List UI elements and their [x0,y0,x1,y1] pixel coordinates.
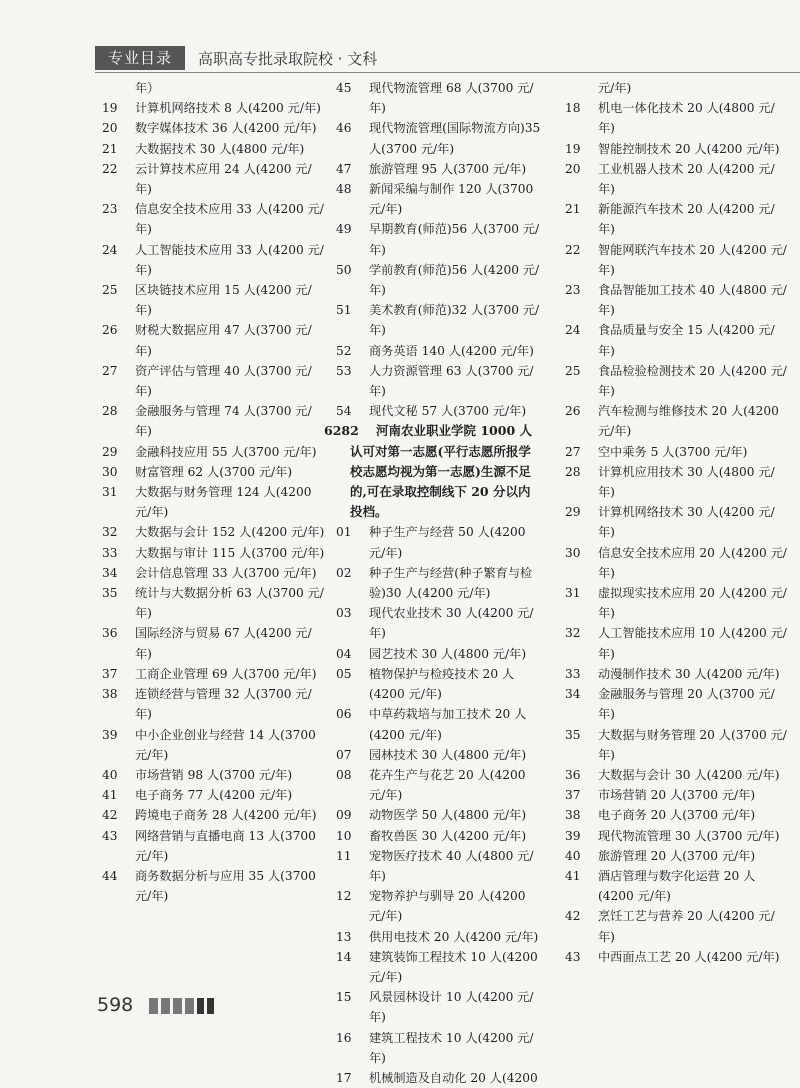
list-item [565,361,790,401]
major-text: 园艺技术 30 人(4800 元/年) [369,646,527,661]
item-number: 07 [336,747,352,762]
item-number: 25 [565,363,581,378]
item-number: 02 [336,565,352,580]
list-item [102,98,327,118]
major-text: 电子商务 20 人(3700 元/年) [598,808,756,823]
major-text: 信息安全技术应用 33 人(4200 元/年) [135,202,324,237]
list-item [336,300,541,340]
list-item [565,623,790,663]
admission-note: 认可对第一志愿(平行志愿所报学校志愿均视为第一志愿)生源不足的,可在录取控制线下 20 分以内投档。 [350,443,531,520]
item-number: 32 [565,626,581,641]
major-text: 年） [135,81,160,95]
item-number: 22 [565,242,581,257]
major-text: 畜牧兽医 30 人(4200 元/年) [369,828,527,843]
item-number: 25 [102,283,118,298]
major-text: 人工智能技术应用 10 人(4200 元/年) [598,626,787,661]
list-item [565,906,790,946]
list-item [102,361,327,401]
list-item [565,320,790,360]
major-text: 财富管理 62 人(3700 元/年) [135,464,293,479]
item-number: 28 [565,464,581,479]
major-text: 人力资源管理 63 人(3700 元/年) [369,363,534,399]
major-text: 跨境电子商务 28 人(4200 元/年) [135,808,317,823]
item-number: 08 [336,767,352,782]
major-text: 金融科技应用 55 人(3700 元/年) [135,444,317,459]
list-item [565,401,790,441]
major-text: 中小企业创业与经营 14 人(3700 元/年) [135,727,316,762]
item-number: 34 [102,565,118,580]
item-number: 21 [565,202,581,217]
page-title: 高职高专批录取院校 · 文科 [198,50,378,68]
item-number: 50 [336,262,352,277]
list-item [565,502,790,542]
major-text: 汽车检测与维修技术 20 人(4200 元/年) [598,404,779,439]
major-text: 云计算技术应用 24 人(4200 元/年) [135,161,312,197]
major-text: 大数据与会计 30 人(4200 元/年) [598,767,780,782]
list-item [336,644,541,664]
column-3 [565,78,790,967]
list-item [336,78,541,118]
item-number: 54 [336,404,352,419]
item-number: 22 [102,161,118,176]
item-number: 30 [102,464,118,479]
major-text: 工商企业管理 69 人(3700 元/年) [135,666,317,681]
list-item [102,785,327,805]
major-text: 智能控制技术 20 人(4200 元/年) [598,141,780,156]
section-tag: 专业目录 [95,46,185,70]
column-1 [102,78,327,906]
major-text: 计算机应用技术 30 人(4800 元/年) [598,464,775,500]
item-number: 01 [336,525,352,540]
item-number: 42 [565,909,581,924]
item-number: 35 [102,586,118,601]
item-number: 33 [565,666,581,681]
major-text: 酒店管理与数字化运营 20 人(4200 元/年) [598,868,756,904]
item-number: 47 [336,161,352,176]
item-number: 09 [336,808,352,823]
major-text: 金融服务与管理 20 人(3700 元/年) [598,687,775,722]
item-number: 23 [102,202,118,217]
major-text: 食品智能加工技术 40 人(4800 元/年) [598,283,787,318]
list-item [102,139,327,159]
item-number: 14 [336,949,352,964]
list-item [336,118,541,158]
item-number: 38 [102,687,118,702]
list-item [336,179,541,219]
list-item [565,866,790,906]
major-text: 中西面点工艺 20 人(4200 元/年) [598,949,780,964]
item-number: 39 [102,727,118,742]
item-number: 37 [565,788,581,803]
major-text: 智能网联汽车技术 20 人(4200 元/年) [598,242,787,277]
item-number: 28 [102,404,118,419]
list-item [336,522,541,562]
header-rule [95,72,800,73]
item-number: 11 [336,848,352,863]
item-number: 13 [336,929,352,944]
major-text: 信息安全技术应用 20 人(4200 元/年) [598,545,787,580]
major-text: 国际经济与贸易 67 人(4200 元/年) [135,626,312,661]
item-number: 23 [565,283,581,298]
major-text: 花卉生产与花艺 20 人(4200 元/年) [369,767,526,803]
major-text: 园林技术 30 人(4800 元/年) [369,747,527,762]
column-2 [324,78,541,1088]
list-item [336,765,541,805]
list-item [102,826,327,866]
major-text: 区块链技术应用 15 人(4200 元/年) [135,283,312,318]
major-text: 大数据技术 30 人(4800 元/年) [135,141,305,156]
list-item [565,98,790,138]
item-number: 35 [565,727,581,742]
major-text: 现代物流管理 68 人(3700 元/年) [369,81,534,116]
major-text: 中草药栽培与加工技术 20 人(4200 元/年) [369,707,527,742]
list-item [565,947,790,967]
major-text: 新闻采编与制作 120 人(3700 元/年) [369,182,534,217]
item-number: 26 [565,404,581,419]
major-text: 机械制造及自动化 20 人(4200 [369,1070,538,1085]
item-number: 32 [102,525,118,540]
major-text: 大数据与会计 152 人(4200 元/年) [135,525,325,540]
list-item [102,522,327,542]
footer-bar-decoration [197,998,204,1014]
list-item [102,118,327,138]
major-text: 动漫制作技术 30 人(4200 元/年) [598,666,780,681]
list-item [102,664,327,684]
list-item [565,199,790,239]
list-item [565,240,790,280]
item-number: 18 [565,101,581,116]
page-header [0,46,800,72]
item-number: 29 [102,444,118,459]
list-item [336,664,541,704]
list-item [336,704,541,744]
major-text: 金融服务与管理 74 人(3700 元/年) [135,404,312,439]
list-item [336,886,541,926]
item-number: 27 [102,363,118,378]
list-item [102,482,327,522]
item-number: 49 [336,222,352,237]
list-item [102,320,327,360]
major-text: 现代文秘 57 人(3700 元/年) [369,404,527,419]
major-text: 虚拟现实技术应用 20 人(4200 元/年) [598,586,787,621]
list-item [565,664,790,684]
list-item [336,1068,541,1088]
item-number: 20 [102,121,118,136]
item-number: 42 [102,808,118,823]
major-text: 现代物流管理(国际物流方向)35 人(3700 元/年) [369,121,541,156]
major-text: 人工智能技术应用 33 人(4200 元/年) [135,242,324,277]
list-item [102,280,327,320]
item-number: 24 [102,242,118,257]
major-text: 商务英语 140 人(4200 元/年) [369,343,534,358]
list-item [102,78,327,98]
item-number: 43 [565,949,581,964]
list-item [565,462,790,502]
list-item [565,684,790,724]
list-item [565,805,790,825]
list-item [565,765,790,785]
item-number: 24 [565,323,581,338]
item-number: 17 [336,1070,352,1085]
item-number: 05 [336,666,352,681]
list-item [102,543,327,563]
item-number: 12 [336,889,352,904]
item-number: 46 [336,121,352,136]
item-number: 10 [336,828,352,843]
school-name: 河南农业职业学院 1000 人 [376,423,532,439]
list-item [102,866,327,906]
item-number: 31 [102,485,118,500]
item-number: 37 [102,666,118,681]
item-number: 33 [102,545,118,560]
list-item [336,927,541,947]
major-text: 计算机网络技术 30 人(4200 元/年) [598,505,775,540]
item-number: 51 [336,303,352,318]
major-text: 大数据与财务管理 124 人(4200 元/年) [135,485,312,520]
list-item [336,260,541,300]
major-text: 市场营销 98 人(3700 元/年) [135,767,293,782]
item-number: 26 [102,323,118,338]
item-number: 21 [102,141,118,156]
list-item [102,684,327,724]
list-item [336,361,541,401]
major-text: 机电一体化技术 20 人(4800 元/年) [598,101,775,136]
list-item [565,139,790,159]
school-code: 6282 [324,423,359,439]
item-number: 44 [102,868,118,883]
list-item [336,987,541,1027]
item-number: 45 [336,81,352,95]
major-text: 财税大数据应用 47 人(3700 元/年) [135,323,312,358]
list-item [102,725,327,765]
major-text: 现代物流管理 30 人(3700 元/年) [598,828,780,843]
list-item [102,563,327,583]
footer-bar-decoration [185,998,194,1014]
major-text: 网络营销与直播电商 13 人(3700 元/年) [135,828,316,863]
footer-bar-decoration [207,998,214,1014]
major-text: 新能源汽车技术 20 人(4200 元/年) [598,202,775,237]
list-item [336,1028,541,1068]
list-item [102,159,327,199]
major-text: 会计信息管理 33 人(3700 元/年) [135,565,317,580]
item-number: 40 [565,848,581,863]
item-number: 03 [336,606,352,621]
major-text: 大数据与审计 115 人(3700 元/年) [135,545,325,560]
major-text: 食品质量与安全 15 人(4200 元/年) [598,323,775,358]
list-item [336,603,541,643]
item-number: 31 [565,586,581,601]
item-number: 41 [565,868,581,883]
major-text: 连锁经营与管理 32 人(3700 元/年) [135,687,312,722]
item-number: 27 [565,444,581,459]
list-item [336,846,541,886]
list-item [336,219,541,259]
item-number: 34 [565,687,581,702]
list-item [102,442,327,462]
major-text: 资产评估与管理 40 人(3700 元/年) [135,363,312,399]
list-item [565,583,790,623]
major-text: 植物保护与检疫技术 20 人(4200 元/年) [369,666,515,702]
list-item [102,199,327,239]
major-text: 计算机网络技术 8 人(4200 元/年) [135,101,321,116]
list-item [336,745,541,765]
item-number: 36 [565,767,581,782]
list-item [565,78,790,98]
list-item [102,805,327,825]
list-item [336,401,541,421]
item-number: 53 [336,363,352,378]
major-text: 建筑装饰工程技术 10 人(4200 元/年) [369,949,538,984]
list-item [565,846,790,866]
major-text: 大数据与财务管理 20 人(3700 元/年) [598,727,787,762]
major-text: 早期教育(师范)56 人(3700 元/年) [369,222,540,257]
item-number: 36 [102,626,118,641]
major-text: 商务数据分析与应用 35 人(3700 元/年) [135,868,316,904]
major-text: 宠物养护与驯导 20 人(4200 元/年) [369,889,526,924]
list-item [336,947,541,987]
list-item [102,401,327,441]
list-item [565,785,790,805]
item-number: 41 [102,788,118,803]
list-item [565,442,790,462]
list-item [565,280,790,320]
item-number: 16 [336,1030,352,1045]
major-text: 统计与大数据分析 63 人(3700 元/年) [135,586,324,621]
major-text: 供用电技术 20 人(4200 元/年) [369,929,539,944]
item-number: 29 [565,505,581,520]
major-text: 工业机器人技术 20 人(4200 元/年) [598,161,775,197]
major-text: 旅游管理 20 人(3700 元/年) [598,848,756,863]
item-number: 40 [102,767,118,782]
major-text: 种子生产与经营(种子繁育与检验)30 人(4200 元/年) [369,565,533,601]
list-item [336,341,541,361]
list-item [336,826,541,846]
major-text: 烹饪工艺与营养 20 人(4200 元/年) [598,909,775,944]
list-item [336,805,541,825]
major-text: 建筑工程技术 10 人(4200 元/年) [369,1030,534,1065]
item-number: 52 [336,343,352,358]
item-number: 43 [102,828,118,843]
item-number: 38 [565,808,581,823]
list-item [565,826,790,846]
major-text: 数字媒体技术 36 人(4200 元/年) [135,121,317,136]
item-number: 04 [336,646,352,661]
list-item [336,159,541,179]
item-number: 15 [336,990,352,1005]
major-text: 种子生产与经营 50 人(4200 元/年) [369,525,526,560]
list-item [565,543,790,583]
item-number: 06 [336,707,352,722]
list-item [102,583,327,623]
list-item [102,462,327,482]
school-heading [324,421,541,441]
major-text: 电子商务 77 人(4200 元/年) [135,788,293,803]
major-text: 动物医学 50 人(4800 元/年) [369,808,527,823]
item-number: 19 [565,141,581,156]
major-text: 宠物医疗技术 40 人(4800 元/年) [369,848,534,883]
major-text: 学前教育(师范)56 人(4200 元/年) [369,262,540,298]
item-number: 48 [336,182,352,197]
list-item [565,159,790,199]
footer-bar-decoration [173,998,182,1014]
major-text: 风景园林设计 10 人(4200 元/年) [369,990,534,1025]
major-text: 元/年) [598,81,632,95]
item-number: 19 [102,101,118,116]
major-text: 旅游管理 95 人(3700 元/年) [369,161,527,176]
list-item [565,725,790,765]
page-number: 598 [97,994,134,1016]
list-item [102,240,327,280]
item-number: 30 [565,545,581,560]
list-item [336,563,541,603]
list-item [102,623,327,663]
item-number: 20 [565,161,581,176]
major-text: 市场营销 20 人(3700 元/年) [598,788,756,803]
footer-bar-decoration [149,998,158,1014]
footer-bar-decoration [161,998,170,1014]
list-item [102,765,327,785]
major-text: 现代农业技术 30 人(4200 元/年) [369,606,534,641]
major-text: 空中乘务 5 人(3700 元/年) [598,444,748,459]
major-text: 食品检验检测技术 20 人(4200 元/年) [598,363,787,399]
item-number: 39 [565,828,581,843]
major-text: 美术教育(师范)32 人(3700 元/年) [369,303,540,338]
